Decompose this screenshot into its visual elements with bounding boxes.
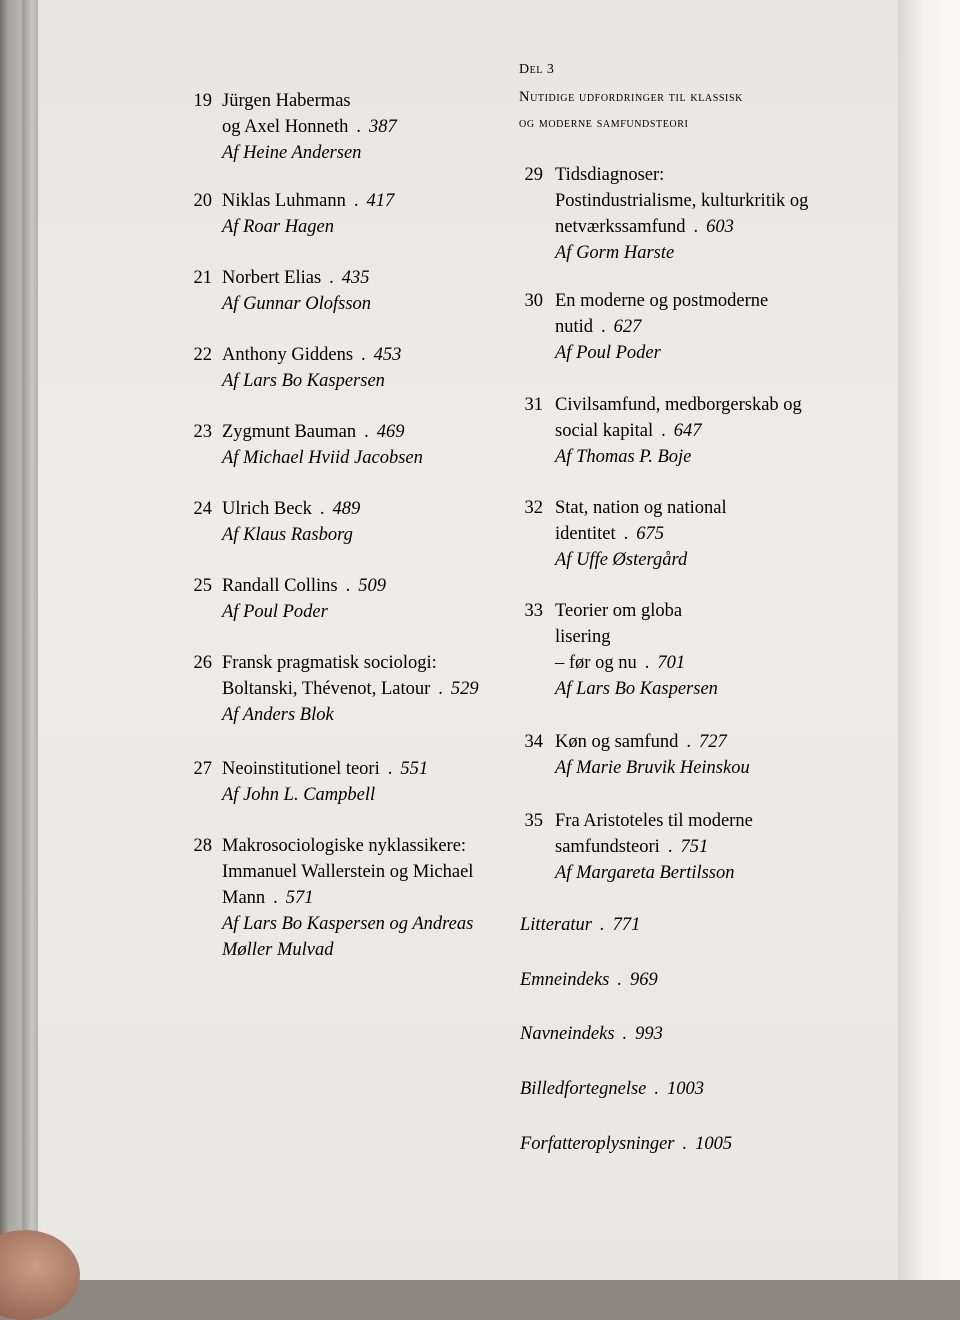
- entry-number: 27: [193, 759, 212, 779]
- entry-title-line: [555, 162, 808, 188]
- separator: .: [654, 1079, 660, 1099]
- back-matter-title: Litteratur: [520, 915, 592, 935]
- page-number: 647: [673, 421, 702, 441]
- page-number: 969: [630, 970, 658, 990]
- page-number: 469: [376, 422, 405, 442]
- entry-title: Teorier om globa: [555, 601, 683, 621]
- entry-author: Møller Mulvad: [222, 940, 334, 960]
- page-number: 387: [369, 117, 397, 137]
- entry-title: Anthony Giddens: [222, 345, 354, 365]
- entry-title: Niklas Luhmann: [222, 191, 346, 211]
- entry-title: Fra Aristoteles til moderne: [555, 811, 753, 831]
- entry-title: Jürgen Habermas: [222, 91, 351, 111]
- page-number: 727: [698, 732, 727, 752]
- page-number: 701: [657, 653, 686, 673]
- page-number: 993: [635, 1024, 663, 1044]
- page-number: 509: [358, 576, 386, 596]
- entry-title-line: [555, 598, 718, 624]
- entry-number: 20: [193, 191, 212, 211]
- entry-title-line: [222, 833, 473, 859]
- entry-author: Af Lars Bo Kaspersen og Andreas: [222, 914, 474, 934]
- entry-body: [555, 162, 808, 266]
- separator: .: [686, 732, 691, 752]
- entry-author: Af Gunnar Olofsson: [222, 294, 372, 314]
- entry-title: lisering: [555, 627, 611, 647]
- entry-number: 21: [193, 268, 212, 288]
- entry-title: nutid: [555, 317, 594, 337]
- entry-title-line: [555, 188, 808, 214]
- page-number: 417: [366, 191, 395, 211]
- entry-title-line: [222, 188, 394, 214]
- separator: .: [693, 217, 699, 237]
- entry-title-line: [555, 418, 802, 444]
- entry-body: [222, 265, 371, 317]
- entry-title-line: [555, 834, 753, 860]
- entry-title: Boltanski, Thévenot, Latour: [222, 679, 431, 699]
- page-number: 771: [612, 915, 641, 935]
- page-number: 627: [613, 317, 642, 337]
- entry-title: Norbert Elias: [222, 268, 322, 288]
- separator: .: [319, 499, 325, 519]
- entry-author: Af Thomas P. Boje: [555, 447, 692, 467]
- entry-number: 22: [193, 345, 212, 365]
- page-number: 529: [450, 679, 479, 699]
- page-number: 603: [706, 217, 734, 237]
- entry-body: [555, 392, 802, 470]
- entry-title-line: [555, 808, 753, 834]
- back-matter-title: Emneindeks: [520, 970, 610, 990]
- entry-title-line: [555, 214, 808, 240]
- entry-number: 28: [193, 836, 212, 856]
- facing-page-edge: [898, 0, 960, 1280]
- entry-number: 31: [524, 395, 543, 415]
- page-number: 1003: [667, 1079, 705, 1099]
- entry-body: [555, 495, 727, 573]
- separator: .: [617, 970, 623, 990]
- back-matter-entry: [520, 1024, 663, 1045]
- entry-body: [222, 496, 360, 548]
- entry-title-line: [222, 419, 423, 445]
- entry-number: 35: [524, 811, 543, 831]
- entry-number: 26: [193, 653, 212, 673]
- separator: .: [622, 1024, 628, 1044]
- entry-body: [555, 729, 750, 781]
- entry-author: Af Poul Poder: [222, 602, 328, 622]
- entry-title: og Axel Honneth: [222, 117, 349, 137]
- entry-title-line: [555, 624, 718, 650]
- entry-title-line: [555, 521, 727, 547]
- back-matter-title: Forfatteroplysninger: [520, 1134, 675, 1154]
- separator: .: [601, 317, 606, 337]
- entry-body: [222, 833, 473, 963]
- entry-title: Postindustrialisme, kulturkritik og: [555, 191, 809, 211]
- entry-author: Af John L. Campbell: [222, 785, 376, 805]
- entry-body: [555, 808, 753, 886]
- back-matter-entry: [520, 1079, 704, 1100]
- part-title-line: Nutidige udfordringer til klassisk: [519, 89, 743, 105]
- back-matter-entry: [520, 915, 640, 936]
- separator: .: [623, 524, 629, 544]
- entry-title-line: [222, 88, 397, 114]
- page-number: 571: [285, 888, 314, 908]
- page-number: 1005: [695, 1134, 733, 1154]
- back-matter-title: Billedfortegnelse: [520, 1079, 647, 1099]
- entry-author: Af Margareta Bertilsson: [555, 863, 735, 883]
- separator: .: [329, 268, 334, 288]
- entry-title: Fransk pragmatisk sociologi:: [222, 653, 437, 673]
- entry-title: Zygmunt Bauman: [222, 422, 357, 442]
- entry-body: [555, 598, 718, 702]
- entry-number: 30: [524, 291, 543, 311]
- entry-author: Af Klaus Rasborg: [222, 525, 353, 545]
- entry-title: samfundsteori: [555, 837, 660, 857]
- entry-title: Køn og samfund: [555, 732, 679, 752]
- entry-number: 25: [193, 576, 212, 596]
- page-number: 751: [680, 837, 709, 857]
- entry-title: En moderne og postmoderne: [555, 291, 769, 311]
- entry-title-line: [222, 265, 371, 291]
- separator: .: [644, 653, 650, 673]
- entry-title-line: [555, 288, 768, 314]
- entry-body: [222, 342, 401, 394]
- entry-title: Civilsamfund, medborgerskab og: [555, 395, 802, 415]
- separator: .: [438, 679, 443, 699]
- back-matter-entry: [520, 1134, 732, 1155]
- entry-title: Mann: [222, 888, 266, 908]
- back-matter-title: Navneindeks: [520, 1024, 615, 1044]
- entry-author: Af Uffe Østergård: [555, 550, 688, 570]
- separator: .: [361, 345, 366, 365]
- entry-number: 29: [524, 165, 543, 185]
- entry-title-line: [555, 314, 768, 340]
- entry-author: Af Heine Andersen: [222, 143, 362, 163]
- page-number: 435: [341, 268, 370, 288]
- page-number: 675: [636, 524, 664, 544]
- entry-title: Makrosociologiske nyklassikere:: [222, 836, 467, 856]
- entry-title: Ulrich Beck: [222, 499, 312, 519]
- entry-title: Randall Collins: [222, 576, 338, 596]
- entry-title: Neoinstitutionel teori: [222, 759, 380, 779]
- entry-number: 24: [193, 499, 212, 519]
- entry-number: 33: [524, 601, 543, 621]
- entry-author: Af Lars Bo Kaspersen: [555, 679, 718, 699]
- entry-title-line: [222, 756, 428, 782]
- entry-title-line: [222, 676, 479, 702]
- separator: .: [353, 191, 359, 211]
- entry-number: 32: [524, 498, 543, 518]
- entry-title-line: [555, 392, 802, 418]
- entry-author: Af Gorm Harste: [555, 243, 675, 263]
- entry-title: Stat, nation og national: [555, 498, 727, 518]
- entry-author: Af Marie Bruvik Heinskou: [555, 758, 750, 778]
- entry-title: Immanuel Wallerstein og Michael: [222, 862, 474, 882]
- entry-title-line: [555, 650, 718, 676]
- back-matter-entry: [520, 970, 658, 991]
- entry-body: [222, 419, 423, 471]
- separator: .: [682, 1134, 688, 1154]
- entry-title: Tidsdiagnoser:: [555, 165, 665, 185]
- entry-title: identitet: [555, 524, 616, 544]
- separator: .: [667, 837, 673, 857]
- page-number: 551: [400, 759, 429, 779]
- part-title-line: og moderne samfundsteori: [519, 115, 689, 131]
- separator: .: [387, 759, 393, 779]
- entry-body: [222, 650, 479, 728]
- entry-title: netværkssamfund: [555, 217, 686, 237]
- separator: .: [364, 422, 369, 442]
- entry-author: Af Michael Hviid Jacobsen: [222, 448, 423, 468]
- entry-body: [222, 756, 428, 808]
- separator: .: [356, 117, 362, 137]
- entry-author: Af Lars Bo Kaspersen: [222, 371, 385, 391]
- entry-body: [222, 88, 397, 166]
- page-number: 489: [332, 499, 361, 519]
- part-label: Del 3: [519, 62, 555, 77]
- entry-body: [222, 573, 386, 625]
- entry-author: Af Poul Poder: [555, 343, 661, 363]
- entry-title: – før og nu: [555, 653, 637, 673]
- entry-body: [555, 288, 768, 366]
- entry-title-line: [222, 342, 401, 368]
- entry-title: social kapital: [555, 421, 654, 441]
- separator: .: [345, 576, 351, 596]
- entry-author: Af Roar Hagen: [222, 217, 335, 237]
- entry-number: 34: [524, 732, 543, 752]
- entry-title-line: [222, 885, 473, 911]
- entry-author: Af Anders Blok: [222, 705, 334, 725]
- page-number: 453: [373, 345, 402, 365]
- entry-title-line: [222, 650, 479, 676]
- entry-number: 23: [193, 422, 212, 442]
- entry-title-line: [222, 114, 397, 140]
- separator: .: [273, 888, 278, 908]
- entry-title-line: [222, 859, 473, 885]
- entry-number: 19: [193, 91, 212, 111]
- entry-title-line: [222, 573, 386, 599]
- separator: .: [661, 421, 666, 441]
- entry-title-line: [555, 729, 750, 755]
- separator: .: [599, 915, 605, 935]
- entry-title-line: [222, 496, 360, 522]
- entry-title-line: [555, 495, 727, 521]
- entry-body: [222, 188, 394, 240]
